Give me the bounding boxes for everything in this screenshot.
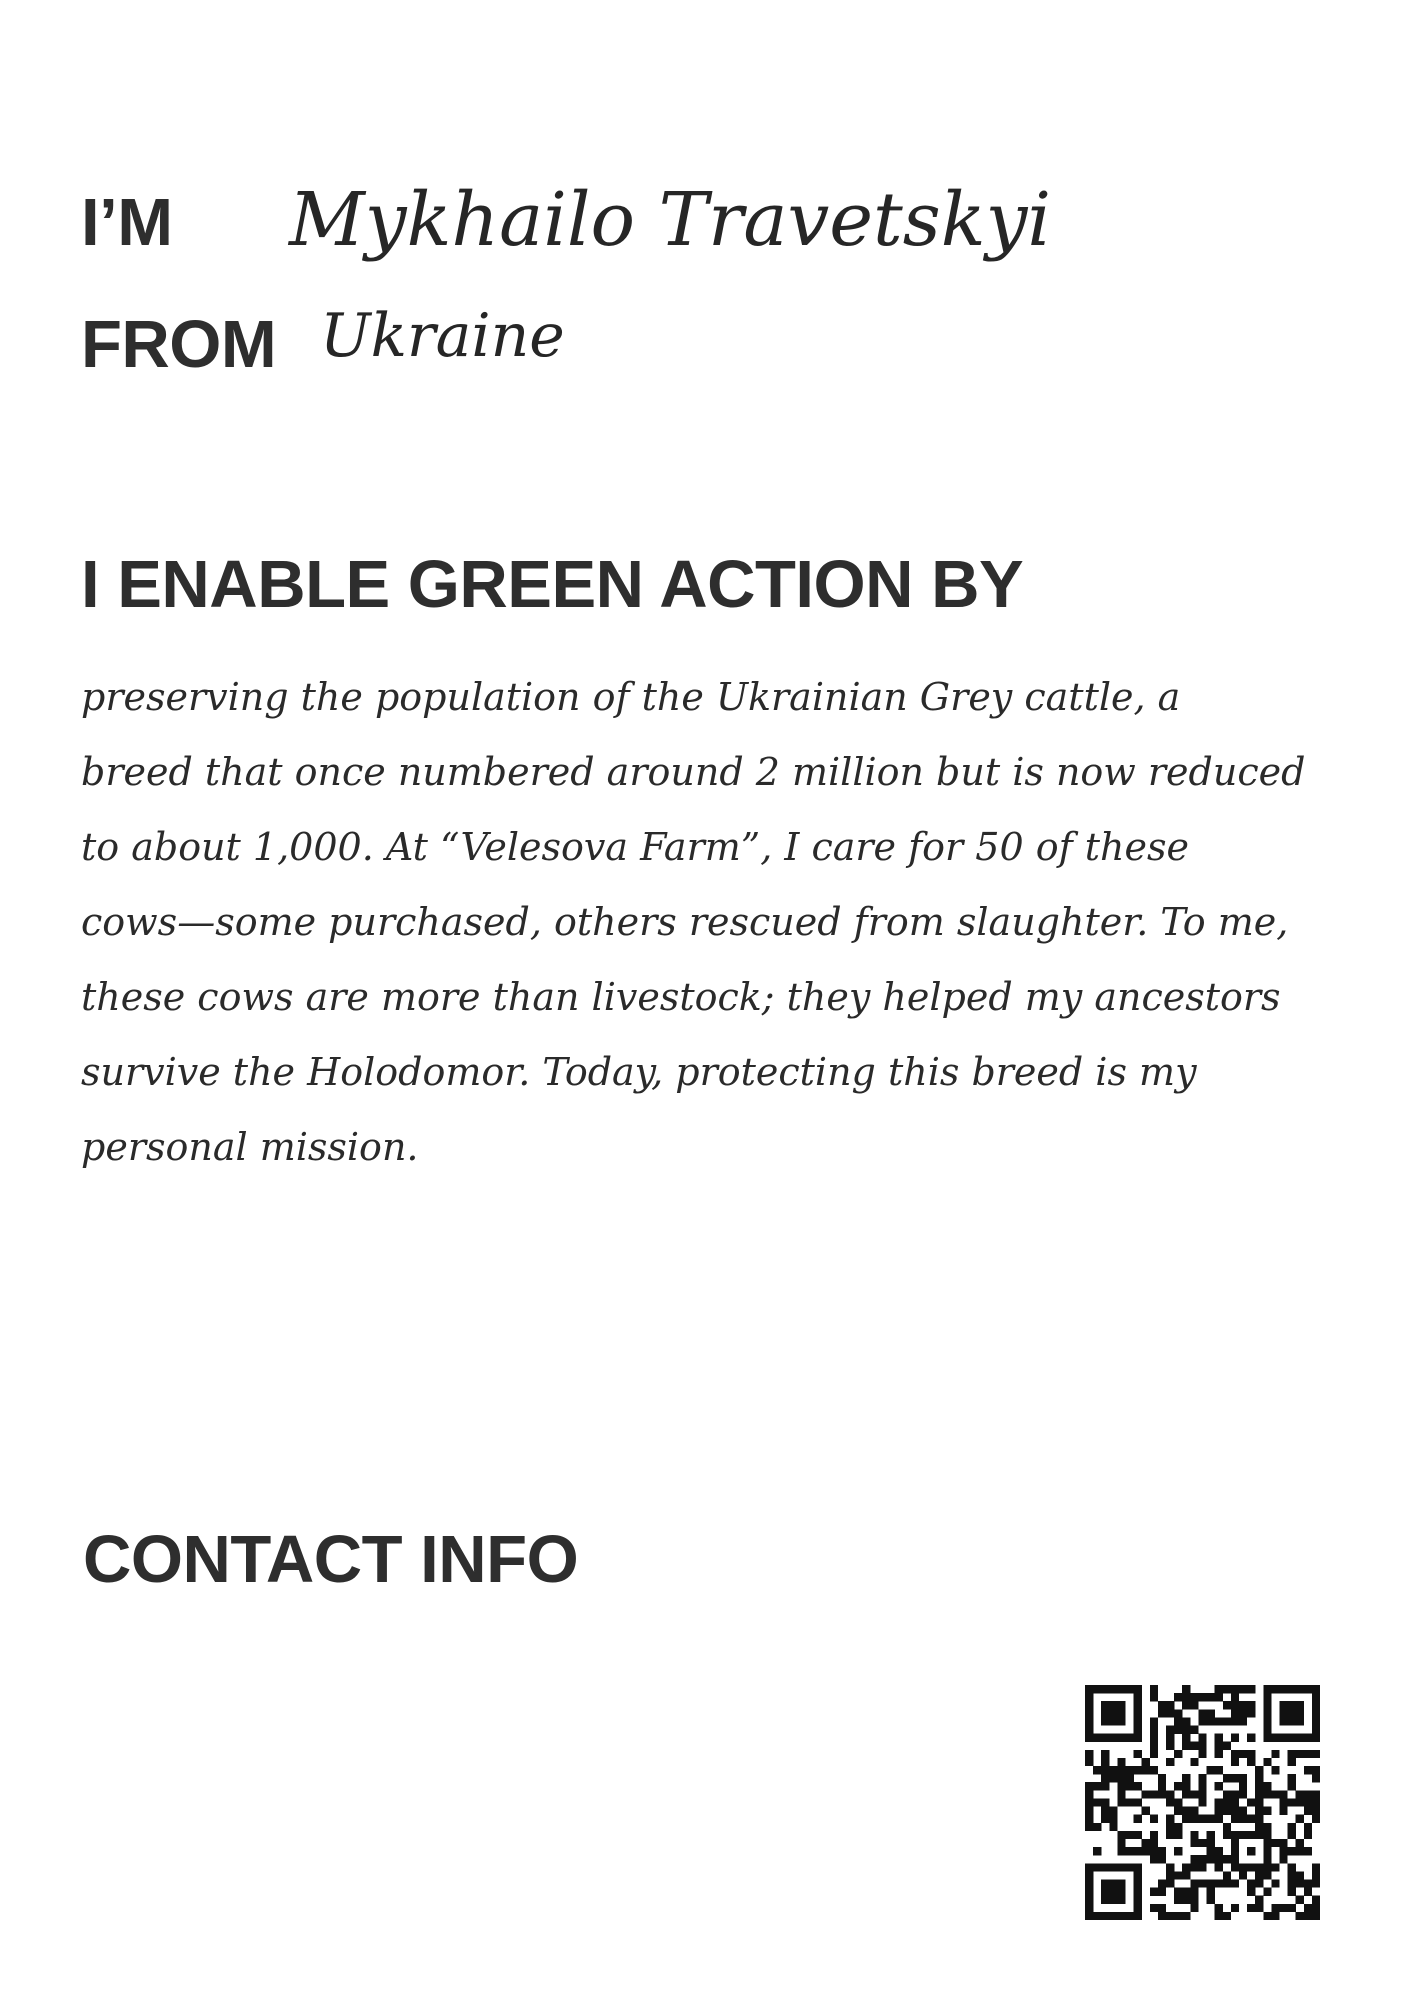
- mission-line: personal mission.: [81, 1125, 419, 1169]
- contact-info-heading: CONTACT INFO: [83, 1522, 579, 1597]
- mission-line: breed that once numbered around 2 million but is now reduced: [81, 750, 1306, 794]
- name-value: Mykhailo Travetskyi: [289, 177, 1052, 263]
- mission-line: survive the Holodomor. Today, protecting this breed is my: [81, 1050, 1197, 1094]
- mission-line: to about 1,000. At “Velesova Farm”, I care for 50 of these: [81, 825, 1189, 869]
- mission-description: [81, 660, 1341, 1185]
- country-value: Ukraine: [320, 301, 565, 371]
- mission-line: these cows are more than livestock; they helped my ancestors: [81, 975, 1281, 1019]
- qr-code-icon[interactable]: [1085, 1685, 1320, 1920]
- from-label: FROM: [81, 307, 277, 382]
- im-label: I’M: [81, 185, 173, 260]
- mission-line: cows—some purchased, others rescued from slaughter. To me,: [81, 900, 1289, 944]
- green-action-heading: I ENABLE GREEN ACTION BY: [81, 547, 1024, 622]
- mission-line: preserving the population of the Ukrainian Grey cattle, a: [81, 675, 1181, 719]
